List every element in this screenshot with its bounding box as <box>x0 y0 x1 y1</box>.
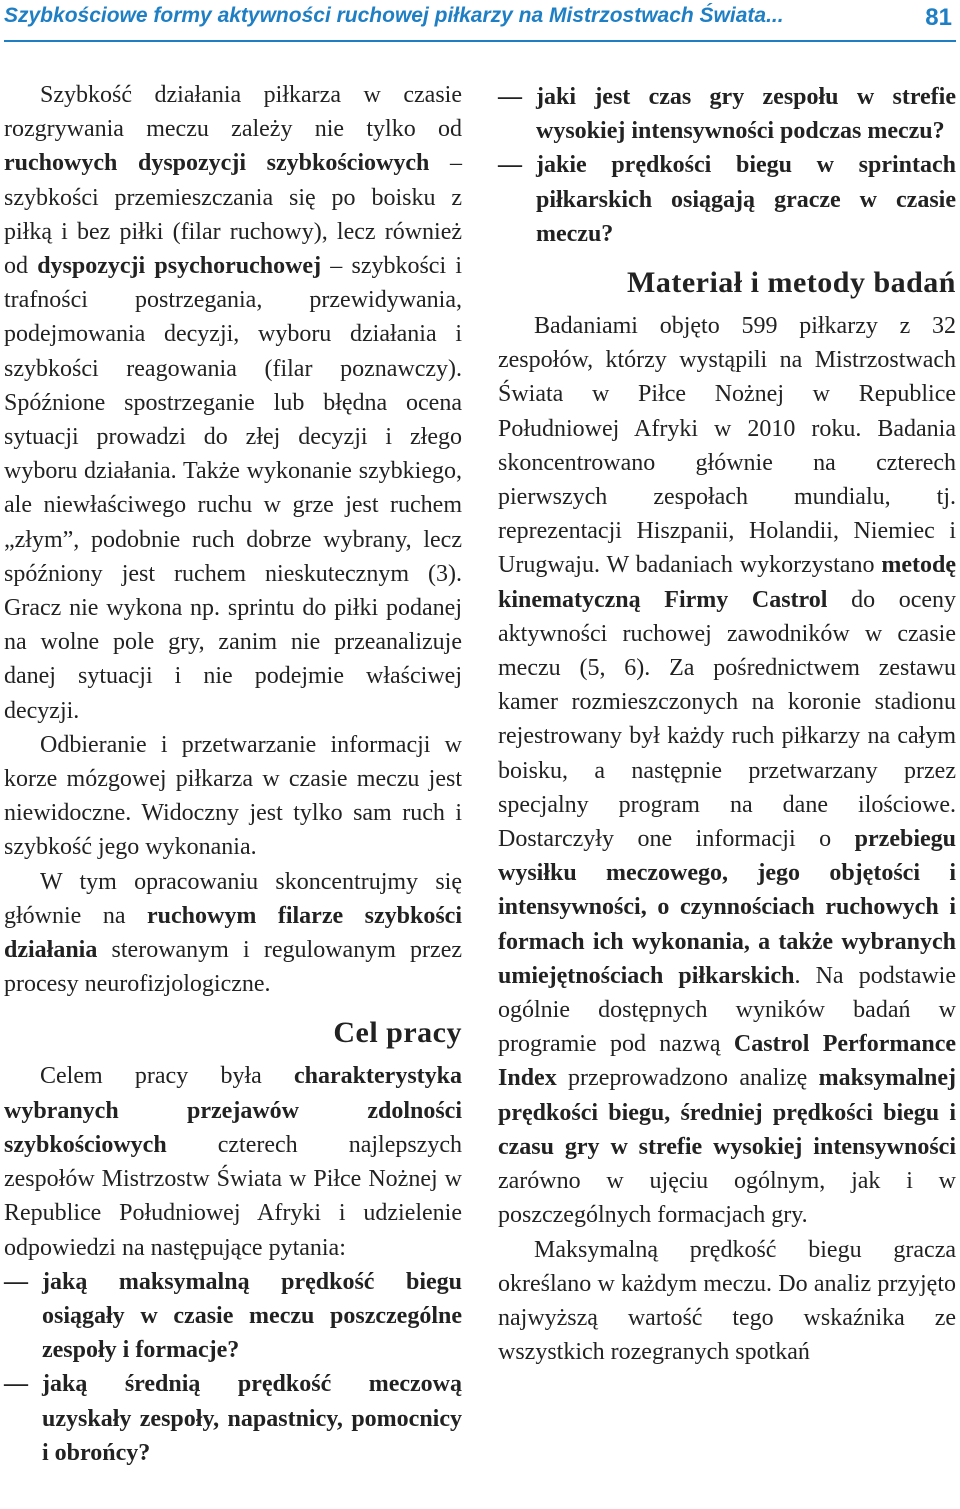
paragraph-material <box>498 309 956 1232</box>
text-run: . Na podstawie ogólnie dostępnych wyników badań w programie pod nazwą <box>498 962 957 1058</box>
research-question <box>498 148 956 251</box>
right-column <box>498 80 956 1369</box>
paragraph-focus <box>4 865 462 1002</box>
emphasis-run: metodę kinematyczną Firmy Castrol <box>498 552 956 613</box>
emphasis-run: ruchowych dyspozycji szybkościowych <box>4 150 430 177</box>
emphasis-run: maksymalnej prędkości biegu, średniej prędkości biegu i czasu gry w strefie wysokiej intensywności <box>498 1065 956 1160</box>
emphasis-run: charakterystyka wybranych przejawów zdolności szybkościowych <box>4 1063 462 1158</box>
text-run: sterowanym i regulowanym przez procesy neurofizjologiczne. <box>4 937 462 998</box>
text-run: do oceny aktywności ruchowej zawodników w czasie meczu (5, 6). Za pośrednictwem zestawu kamer rozmieszczonych na koronie stadionu rejestrowany był każdy ruch piłkarzy na całym boisku, a następnie przetwarzany przez specjalny program na dane ilościowe. Dostarczyły one informacji o <box>498 586 956 853</box>
running-title: Szybkościowe formy aktywności ruchowej piłkarzy na Mistrzostwach Świata... <box>4 4 784 27</box>
research-question <box>4 1265 462 1368</box>
text-run: Badaniami objęto 599 piłkarzy z 32 zespołów, którzy wystąpili na Mistrzostwach Świata w Piłce Nożnej w Republice Południowej Afryki w 2010 roku. Badania skoncentrowano głównie na czterech pierwszych zespołach mundialu, tj. reprezentacji Hiszpanii, Holandii, Niemiec i Urugwaju. <box>498 313 956 579</box>
text-run: zarówno w ujęciu ogólnym, jak i w poszczególnych formacjach gry. <box>498 1168 956 1229</box>
emphasis-run: Castrol Performance Index <box>498 1031 956 1092</box>
paragraph-information-processing: Odbieranie i przetwarzanie informacji w korze mózgowej piłkarza w czasie meczu jest niewidoczne. Widoczny jest tylko sam ruch i szybkość jego wykonania. <box>4 731 462 861</box>
section-heading-goal: Cel pracy <box>333 1016 462 1050</box>
paragraph-goal <box>4 1059 462 1264</box>
dash-bullet: — <box>4 1268 28 1295</box>
text-run: Szybkość działania piłkarza w czasie rozgrywania meczu zależy nie tylko od <box>4 82 462 143</box>
question-text: jaką średnią prędkość meczową uzyskały zespoły, napastnicy, pomocnicy i obrońcy? <box>42 1371 462 1466</box>
question-text: jakie prędkości biegu w sprintach piłkarskich osiągają gracze w czasie meczu? <box>536 152 956 247</box>
text-run: czterech najlepszych zespołów Mistrzostw Świata w Piłce Nożnej w Republice Południowej Afryki i udzielenie odpowiedzi na następujące pytania: <box>4 1131 462 1261</box>
emphasis-run: dyspozycji psychoruchowej <box>37 253 322 280</box>
paragraph-speed-of-action <box>4 78 462 728</box>
text-run: przeprowadzono analizę <box>556 1065 819 1092</box>
paragraph-max-speed: Maksymalną prędkość biegu gracza określano w każdym meczu. Do analiz przyjęto najwyższą wartość tego wskaźnika ze wszystkich rozegranych spotkań <box>498 1236 956 1366</box>
dash-bullet: — <box>498 84 522 110</box>
text-run: W tym opracowaniu skoncentrujmy się głównie na <box>4 868 462 929</box>
left-column <box>4 78 462 1470</box>
page-number: 81 <box>925 4 952 31</box>
research-question <box>4 1367 462 1470</box>
text-run: – szybkości i trafności postrzegania, przewidywania, podejmowania decyzji, wyboru działania i szybkości reagowania (filar poznawczy). Spóźnione spostrzeganie lub błędna ocena sytuacji prowadzi do złej decyzji i złego wyboru działania. Także wykonanie szybkiego, ale niewłaściwego ruchu w grze jest ruchem „złym”, podobnie ruch dobrze wybrany, lecz spóźniony jest ruchem nieskutecznym (3). Gracz nie wykona np. sprintu do piłki podanej na wolne pole gry, zanim nie przeanalizuje danej sytuacji i nie podejmie właściwej decyzji. <box>4 253 462 724</box>
text-run: – szybkości przemieszczania się po boisku z piłką i bez piłki (filar ruchowy), lecz również od <box>4 150 463 280</box>
emphasis-run: przebiegu wysiłku meczowego, jego objętości i intensywności, o czynnościach ruchowych i formach ich wykonania, a także wybranych umiejętnościach piłkarskich <box>498 826 956 989</box>
research-question <box>498 80 956 148</box>
text-run: W badaniach wykorzystano <box>599 552 882 579</box>
dash-bullet: — <box>498 152 522 179</box>
section-heading-methods: Materiał i metody badań <box>627 266 956 300</box>
emphasis-run: ruchowym filarze szybkości działania <box>4 902 462 964</box>
dash-bullet: — <box>4 1371 28 1398</box>
question-text: jaki jest czas gry zespołu w strefie wysokiej intensywności podczas meczu? <box>536 84 956 145</box>
running-header <box>4 0 956 42</box>
question-text: jaką maksymalną prędkość biegu osiągały w czasie meczu poszczególne zespoły i formacje? <box>42 1268 462 1364</box>
text-run: Celem pracy była <box>40 1063 295 1090</box>
